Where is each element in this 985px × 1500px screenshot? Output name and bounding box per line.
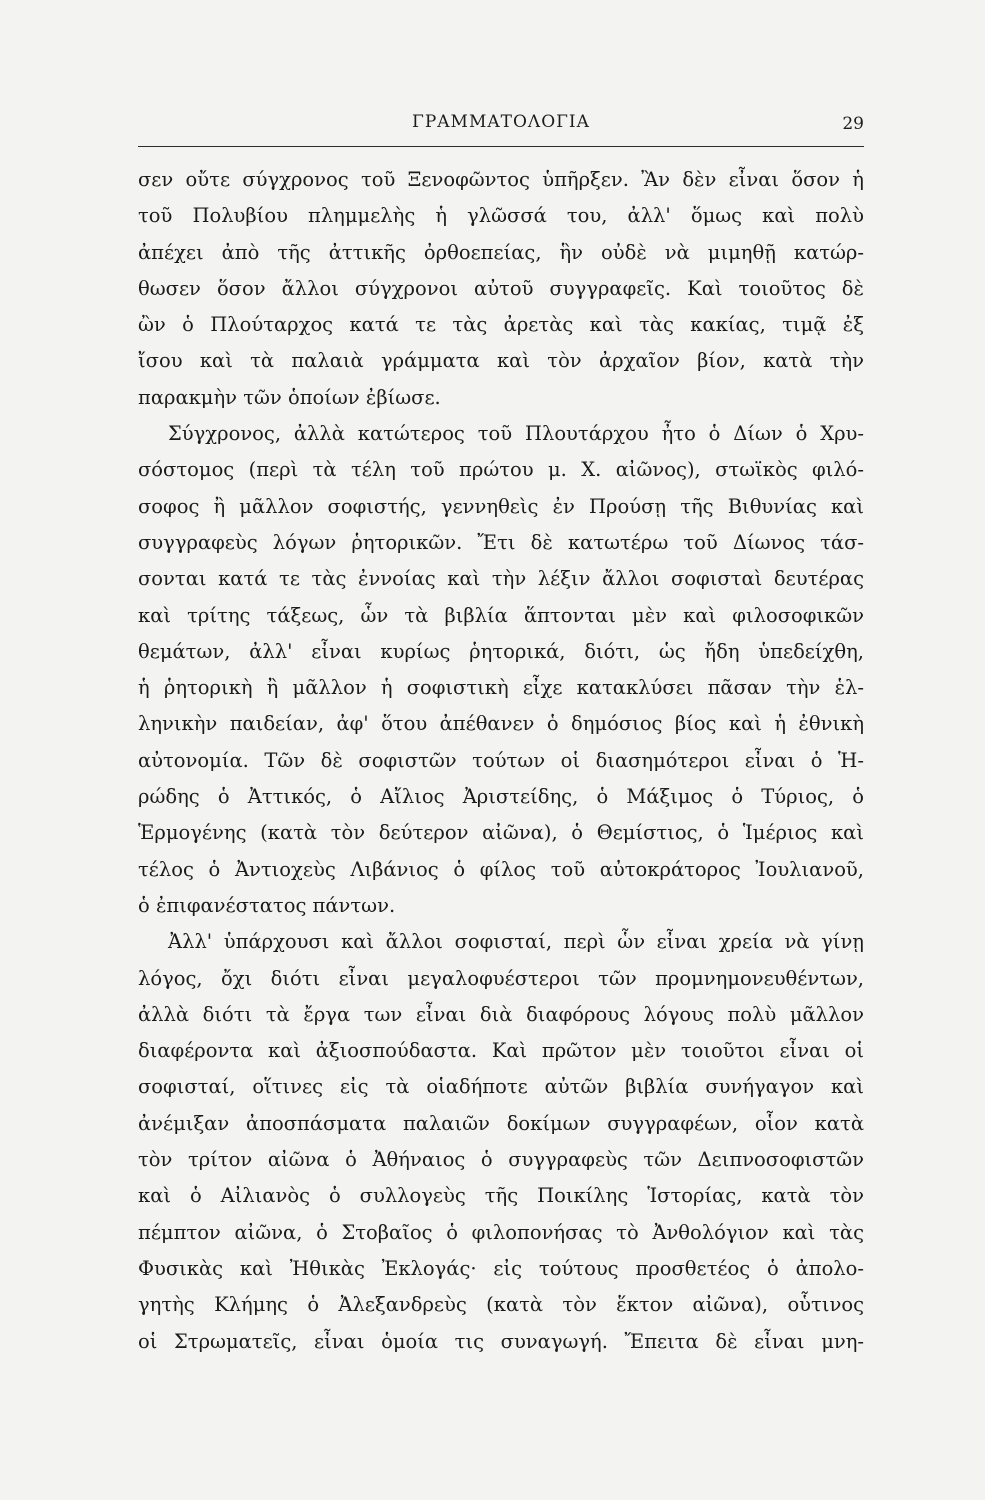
text-line: σεν οὔτε σύγχρονος τοῦ Ξενοφῶντος ὑπῆρξεν. Ἂν δὲν εἶναι ὅσον ἡ [138, 168, 864, 191]
text-line: Φυσικὰς καὶ Ἠθικὰς Ἐκλογάς· εἰς τούτους προσθετέος ὁ ἀπολο- [138, 1256, 864, 1280]
text-line: καὶ ὁ Αἰλιανὸς ὁ συλλογεὺς τῆς Ποικίλης Ἱστορίας, κατὰ τὸν [138, 1184, 864, 1208]
text-line: ρώδης ὁ Ἀττικός, ὁ Αἴλιος Ἀριστείδης, ὁ Μάξιμος ὁ Τύριος, ὁ [138, 785, 864, 809]
page-number: 29 [842, 114, 864, 134]
text-line: Ἑρμογένης (κατὰ τὸν δεύτερον αἰῶνα), ὁ Θεμίστιος, ὁ Ἱμέριος καὶ [138, 821, 864, 845]
text-line: σονται κατά τε τὰς ἐννοίας καὶ τὴν λέξιν ἄλλοι σοφισταὶ δευτέρας [138, 567, 864, 591]
text-line: ἴσου καὶ τὰ παλαιὰ γράμματα καὶ τὸν ἀρχαῖον βίον, κατὰ τὴν [138, 349, 864, 373]
text-line: ἀλλὰ διότι τὰ ἔργα των εἶναι διὰ διαφόρους λόγους πολὺ μᾶλλον [138, 1002, 864, 1026]
text-line: ὢν ὁ Πλούταρχος κατά τε τὰς ἀρετὰς καὶ τὰς κακίας, τιμᾷ ἐξ [138, 313, 864, 337]
text-line: ὁ ἐπιφανέστατος πάντων. [138, 893, 396, 917]
text-line: συγγραφεὺς λόγων ῥητορικῶν. Ἔτι δὲ κατωτέρω τοῦ Δίωνος τάσ- [138, 530, 864, 554]
running-title: ΓΡΑΜΜΑΤΟΛΟΓΙΑ [412, 112, 590, 132]
text-line: αὐτονομία. Τῶν δὲ σοφιστῶν τούτων οἱ διασημότεροι εἶναι ὁ Ἡ- [138, 748, 864, 772]
body-text [138, 162, 864, 1360]
text-line: θεμάτων, ἀλλ' εἶναι κυρίως ῥητορικά, διότι, ὡς ἤδη ὑπεδείχθη, [138, 639, 864, 663]
text-line: Ἀλλ' ὑπάρχουσι καὶ ἄλλοι σοφισταί, περὶ ὧν εἶναι χρεία νὰ γίνῃ [168, 930, 864, 954]
text-line: σοφισταί, οἵτινες εἰς τὰ οἱαδήποτε αὐτῶν βιβλία συνήγαγον καὶ [138, 1075, 864, 1099]
text-line: ληνικὴν παιδείαν, ἀφ' ὅτου ἀπέθανεν ὁ δημόσιος βίος καὶ ἡ ἐθνικὴ [138, 712, 864, 736]
text-line: τέλος ὁ Ἀντιοχεὺς Λιβάνιος ὁ φίλος τοῦ αὐτοκράτορος Ἰουλιανοῦ, [138, 857, 864, 881]
text-line: ἡ ῥητορικὴ ἢ μᾶλλον ἡ σοφιστικὴ εἶχε κατακλύσει πᾶσαν τὴν ἑλ- [138, 676, 864, 700]
text-line: θωσεν ὅσον ἄλλοι σύγχρονοι αὐτοῦ συγγραφεῖς. Καὶ τοιοῦτος δὲ [138, 276, 864, 300]
running-head [138, 112, 864, 140]
text-line: διαφέροντα καὶ ἀξιοσπούδαστα. Καὶ πρῶτον μὲν τοιοῦτοι εἶναι οἱ [138, 1039, 864, 1063]
text-line: ἀπέχει ἀπὸ τῆς ἀττικῆς ὀρθοεπείας, ἣν οὐδὲ νὰ μιμηθῇ κατώρ- [138, 240, 864, 264]
text-line: σόστομος (περὶ τὰ τέλη τοῦ πρώτου μ. Χ. αἰῶνος), στωϊκὸς φιλό- [138, 458, 864, 482]
text-line: πέμπτον αἰῶνα, ὁ Στοβαῖος ὁ φιλοπονήσας τὸ Ἀνθολόγιον καὶ τὰς [138, 1220, 864, 1244]
text-line: τοῦ Πολυβίου πλημμελὴς ἡ γλῶσσά του, ἀλλ' ὅμως καὶ πολὺ [138, 204, 864, 228]
text-line: παρακμὴν τῶν ὁποίων ἐβίωσε. [138, 385, 441, 409]
text-line: γητὴς Κλήμης ὁ Ἀλεξανδρεὺς (κατὰ τὸν ἕκτον αἰῶνα), οὗτινος [138, 1293, 864, 1317]
text-line: τὸν τρίτον αἰῶνα ὁ Ἀθήναιος ὁ συγγραφεὺς τῶν Δειπνοσοφιστῶν [138, 1148, 864, 1172]
header-rule [138, 146, 864, 147]
text-line: οἱ Στρωματεῖς, εἶναι ὁμοία τις συναγωγή. Ἔπειτα δὲ εἶναι μνη- [138, 1329, 864, 1353]
text-line: σοφος ἢ μᾶλλον σοφιστής, γεννηθεὶς ἐν Προύσῃ τῆς Βιθυνίας καὶ [138, 494, 864, 518]
text-line: καὶ τρίτης τάξεως, ὧν τὰ βιβλία ἅπτονται μὲν καὶ φιλοσοφικῶν [138, 603, 864, 627]
text-line: λόγος, ὄχι διότι εἶναι μεγαλοφυέστεροι τῶν προμνημονευθέντων, [138, 966, 864, 990]
text-line: Σύγχρονος, ἀλλὰ κατώτερος τοῦ Πλουτάρχου ἦτο ὁ Δίων ὁ Χρυ- [168, 422, 864, 446]
text-line: ἀνέμιξαν ἀποσπάσματα παλαιῶν δοκίμων συγγραφέων, οἷον κατὰ [138, 1111, 864, 1135]
